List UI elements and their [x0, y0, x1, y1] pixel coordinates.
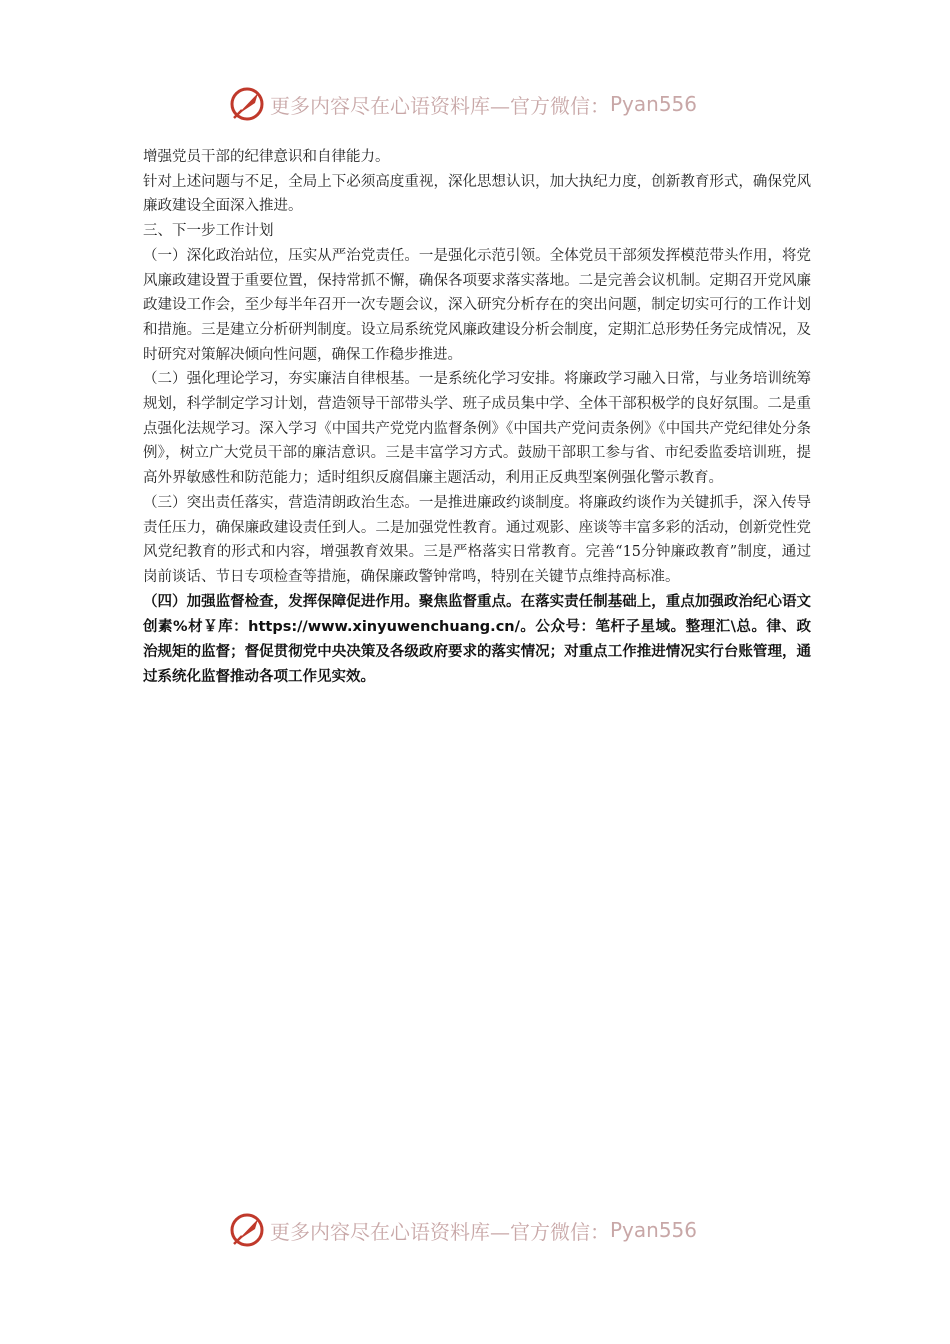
- banner-wechat-id: Pyan556: [610, 92, 698, 116]
- quill-logo-icon: [228, 1211, 266, 1249]
- banner-text: 更多内容尽在心语资料库—官方微信：: [270, 93, 610, 118]
- paragraph: 针对上述问题与不足，全局上下必须高度重视，深化思想认识，加大执纪力度，创新教育形式，确保党风廉政建设全面深入推进。: [143, 173, 811, 215]
- paragraph: （一）深化政治站位，压实从严治党责任。一是强化示范引领。全体党员干部须发挥模范带头作用，将党风廉政建设置于重要位置，保持常抓不懈，确保各项要求落实落地。二是完善会议机制。定期召开党风廉政建设工作会，至少每半年召开一次专题会议，深入研究分析存在的突出问题，制定切实可行的工作计划和措施。三是建立分析研判制度。设立局系统党风廉政建设分析会制度，定期汇总形势任务完成情况，及时研究对策解决倾向性问题，确保工作稳步推进。: [143, 247, 811, 363]
- footer-banner: [228, 1210, 748, 1250]
- paragraph: （三）突出责任落实，营造清朗政治生态。一是推进廉政约谈制度。将廉政约谈作为关键抓手，深入传导责任压力，确保廉政建设责任到人。二是加强党性教育。通过观影、座谈等丰富多彩的活动，创新党性党风党纪教育的形式和内容，增强教育效果。三是严格落实日常教育。完善“15分钟廉政教育”制度，通过岗前谈话、节日专项检查等措施，确保廉政警钟常鸣，特别在关键节点维持高标准。: [143, 494, 811, 585]
- paragraph-bold: （四）加强监督检查，发挥保障促进作用。聚焦监督重点。在落实责任制基础上，重点加强政治纪心语文创素%材￥库：https://www.xinyuwenchuang.cn/。公众号：笔杆子星域。整理汇\总。律、政治规矩的监督；督促贯彻党中央决策及各级政府要求的落实情况；对重点工作推进情况实行台账管理，通过系统化监督推动各项工作见实效。: [143, 593, 811, 685]
- paragraph: （二）强化理论学习，夯实廉洁自律根基。一是系统化学习安排。将廉政学习融入日常，与业务培训统筹规划，科学制定学习计划，营造领导干部带头学、班子成员集中学、全体干部积极学的良好氛围。二是重点强化法规学习。深入学习《中国共产党党内监督条例》《中国共产党问责条例》《中国共产党纪律处分条例》，树立广大党员干部的廉洁意识。三是丰富学习方式。鼓励干部职工参与省、市纪委监委培训班，提高外界敏感性和防范能力；适时组织反腐倡廉主题活动，利用正反典型案例强化警示教育。: [143, 371, 811, 487]
- paragraph: 增强党员干部的纪律意识和自律能力。: [143, 149, 390, 165]
- header-banner: [228, 84, 748, 124]
- banner-wechat-id: Pyan556: [610, 1218, 698, 1242]
- section-heading: 三、下一步工作计划: [143, 223, 274, 240]
- document-body: [143, 145, 811, 690]
- quill-logo-icon: [228, 85, 266, 123]
- banner-text: 更多内容尽在心语资料库—官方微信：: [270, 1219, 610, 1244]
